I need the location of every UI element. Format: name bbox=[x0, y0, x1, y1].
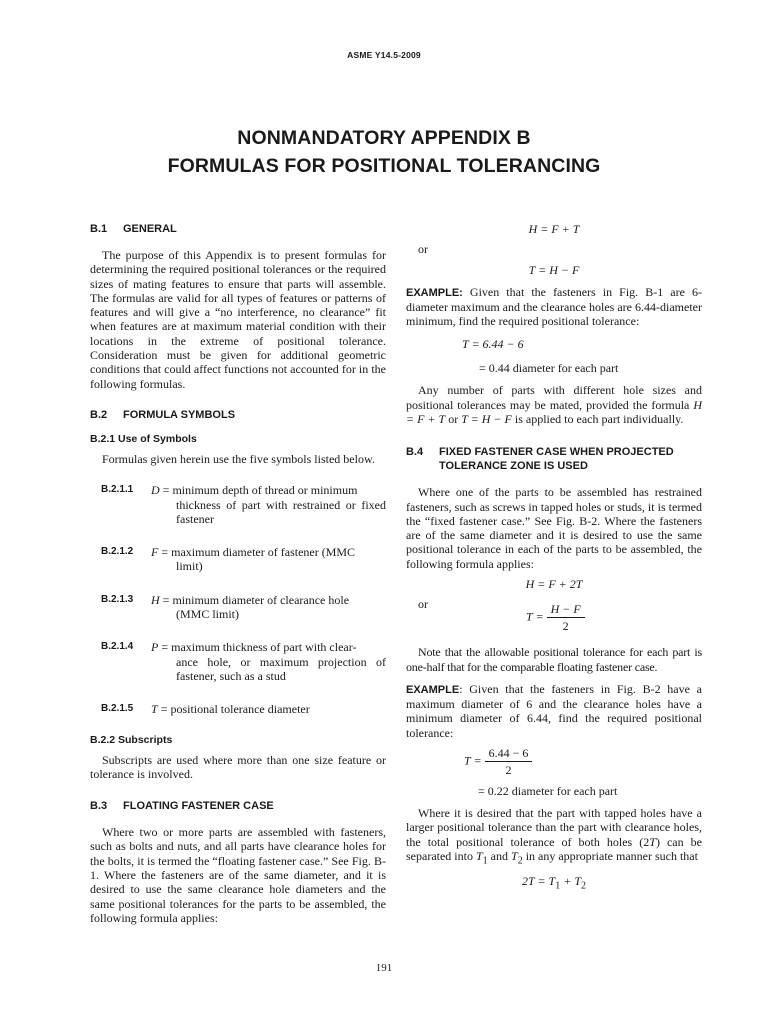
formula-var: T bbox=[511, 848, 518, 863]
example-label: EXAMPLE: bbox=[406, 286, 463, 299]
item-number: B.2.1.5 bbox=[101, 703, 134, 715]
subsection-b21-heading: B.2.1 Use of Symbols bbox=[90, 432, 197, 445]
b1-paragraph: The purpose of this Appendix is to present formulas for determining the required positional tolerances or the required sizes of mating features to ensure that parts will assemble. The formulas are valid for all types of features or patterns of features and will give a “no interference, no clearance” fit when features are at maximum material condition with their locations in the extreme of positional tolerance. Consideration must be given for additional geometric conditions that could affect functions not accounted for in the following formulas. bbox=[90, 248, 386, 391]
example-label: EXAMPLE bbox=[406, 683, 460, 696]
b4-note: Note that the allowable positional tolerance for each part is one-half that for the comparable floating fastener case. bbox=[406, 645, 702, 674]
subscript: 2 bbox=[517, 855, 523, 867]
fraction bbox=[485, 746, 533, 778]
symbol-definition bbox=[90, 545, 386, 574]
b3-closing-paragraph bbox=[406, 383, 702, 426]
title-line-2: FORMULAS FOR POSITIONAL TOLERANCING bbox=[167, 155, 601, 177]
section-title: FORMULA SYMBOLS bbox=[123, 408, 236, 421]
symbol-definition-text: = minimum diameter of clearance hole bbox=[162, 592, 350, 607]
section-title: GENERAL bbox=[123, 223, 177, 235]
section-b1-heading bbox=[90, 222, 386, 236]
b4-final-paragraph bbox=[406, 806, 702, 869]
symbol-definition bbox=[90, 593, 386, 622]
or-label: or bbox=[418, 242, 428, 257]
item-number: B.2.1.1 bbox=[101, 484, 134, 496]
formula-text: + T bbox=[560, 874, 581, 889]
paragraph-text: is applied to each part individually. bbox=[511, 411, 684, 426]
formula-text: H = F + T bbox=[528, 222, 580, 236]
section-number: B.2 bbox=[90, 408, 108, 421]
formula-lhs: T = bbox=[526, 609, 544, 624]
formula-t-h-f bbox=[406, 263, 702, 277]
fraction-numerator: 6.44 − 6 bbox=[485, 746, 533, 762]
symbol-definition bbox=[90, 640, 386, 683]
fraction-denominator: 2 bbox=[562, 618, 569, 633]
example-text: : Given that the fasteners in Fig. B-2 have a maximum diameter of 6 and the clearance holes have a minimum diameter of 6.44, find the required positional tolerance: bbox=[406, 681, 702, 740]
fraction bbox=[547, 602, 585, 634]
symbol-variable: T bbox=[151, 702, 158, 717]
formula-var: T bbox=[475, 848, 483, 863]
subscript: 1 bbox=[482, 855, 488, 867]
item-number: B.2.1.3 bbox=[101, 593, 134, 605]
formula-text: H = F + T bbox=[406, 397, 702, 426]
b3-example bbox=[406, 285, 702, 329]
example-text: Given that the fasteners in Fig. B-1 are 6-diameter maximum and the clearance holes are 6.44-diameter minimum, find the required positional tolerance: bbox=[406, 284, 702, 329]
formula-2t-sum bbox=[406, 874, 702, 894]
formula-h-f-t bbox=[406, 222, 702, 236]
calc-fraction bbox=[406, 746, 702, 778]
section-title-continuation: TOLERANCE ZONE IS USED bbox=[439, 460, 588, 473]
paragraph-text: or bbox=[445, 411, 462, 426]
symbol-definition-continuation: (MMC limit) bbox=[176, 607, 240, 622]
fraction-numerator: H − F bbox=[547, 602, 585, 618]
subscript: 1 bbox=[555, 880, 561, 892]
symbol-definition-text: = maximum diameter of fastener (MMC bbox=[161, 545, 356, 560]
b4-example bbox=[406, 682, 702, 740]
symbol-definition-text: = maximum thickness of part with clear- bbox=[161, 640, 357, 655]
symbol-variable: F bbox=[151, 545, 159, 560]
symbol-variable: P bbox=[151, 640, 159, 655]
calc-line-1 bbox=[406, 337, 702, 351]
paragraph-text: and bbox=[487, 848, 511, 863]
symbol-definition-continuation: ance hole, or maximum projection of fastener, such as a stud bbox=[176, 654, 386, 683]
section-number: B.4 bbox=[406, 446, 424, 459]
fraction-denominator: 2 bbox=[505, 763, 512, 778]
paragraph-text: ) can be separated into bbox=[406, 834, 702, 863]
item-number: B.2.1.4 bbox=[101, 641, 134, 653]
symbol-definition-continuation: thickness of part with restrained or fixed fastener bbox=[176, 497, 386, 526]
item-number: B.2.1.2 bbox=[101, 546, 134, 558]
formula-h-f-2t bbox=[406, 577, 702, 591]
or-label: or bbox=[418, 597, 428, 612]
b3-paragraph: Where two or more parts are assembled with fasteners, such as bolts and nuts, and all parts have clearance holes for the bolts, it is termed the “floating fastener case.” See Fig. B-1. Where the fasteners are of the same diameter, and it is desired to use the same clearance hole diameters and the same positional tolerances for the parts to be assembled, the following formula applies: bbox=[90, 825, 386, 925]
b4-paragraph: Where one of the parts to be assembled has restrained fasteners, such as screws in tapped holes or studs, it is termed the “fixed fastener case.” See Fig. B-2. Where the fasteners are of the same diameter and it is desired to use the same positional tolerance in each of the parts to be assembled, the following formula applies: bbox=[406, 485, 702, 571]
section-title: FIXED FASTENER CASE WHEN PROJECTED bbox=[439, 446, 674, 459]
formula-text: 2T = T bbox=[521, 874, 556, 889]
page-number: 191 bbox=[375, 962, 393, 974]
symbol-definition-text: = minimum depth of thread or minimum bbox=[162, 483, 358, 498]
page-title bbox=[0, 124, 768, 180]
symbol-variable: H bbox=[151, 592, 160, 607]
formula-t-fraction bbox=[406, 602, 702, 634]
symbol-definition-continuation: limit) bbox=[176, 559, 203, 574]
running-header: ASME Y14.5-2009 bbox=[347, 50, 421, 60]
formula-lhs: T = bbox=[464, 753, 482, 768]
formula-text: H = F + 2T bbox=[525, 577, 583, 592]
section-b3-heading bbox=[90, 799, 386, 813]
calc-result: = 0.22 diameter for each part bbox=[478, 783, 618, 798]
section-title: FLOATING FASTENER CASE bbox=[123, 800, 274, 813]
left-column bbox=[90, 222, 386, 925]
symbol-definition bbox=[90, 702, 386, 716]
symbol-variable: D bbox=[151, 483, 160, 498]
section-b2-heading bbox=[90, 408, 386, 422]
formula-text: T = H − F bbox=[528, 262, 580, 277]
formula-var: T bbox=[649, 834, 656, 849]
section-b4-heading bbox=[406, 445, 702, 473]
formula-text: T = 6.44 − 6 bbox=[462, 336, 524, 351]
symbol-definition-text: = positional tolerance diameter bbox=[160, 702, 310, 717]
right-column bbox=[406, 222, 702, 894]
symbol-definition bbox=[90, 483, 386, 526]
subsection-b22-heading: B.2.2 Subscripts bbox=[90, 733, 173, 746]
title-line-1: NONMANDATORY APPENDIX B bbox=[237, 127, 531, 149]
paragraph-text: Where it is desired that the part with tapped holes have a larger positional tolerance than the part with clearance holes, the total positional tolerance of both holes (2 bbox=[406, 805, 702, 849]
calc-line-2: = 0.44 diameter for each part bbox=[479, 361, 619, 376]
formula-text: T = H − F bbox=[461, 411, 512, 426]
subscript: 2 bbox=[581, 880, 586, 892]
paragraph-text: Any number of parts with different hole sizes and positional tolerances may be mated, provided the formula bbox=[406, 383, 702, 412]
b21-paragraph: Formulas given herein use the five symbols listed below. bbox=[102, 451, 375, 466]
section-number: B.3 bbox=[90, 800, 108, 813]
section-number: B.1 bbox=[90, 223, 108, 235]
b22-paragraph: Subscripts are used where more than one size feature or tolerance is involved. bbox=[90, 752, 386, 781]
paragraph-text: in any appropriate manner such that bbox=[522, 848, 698, 863]
